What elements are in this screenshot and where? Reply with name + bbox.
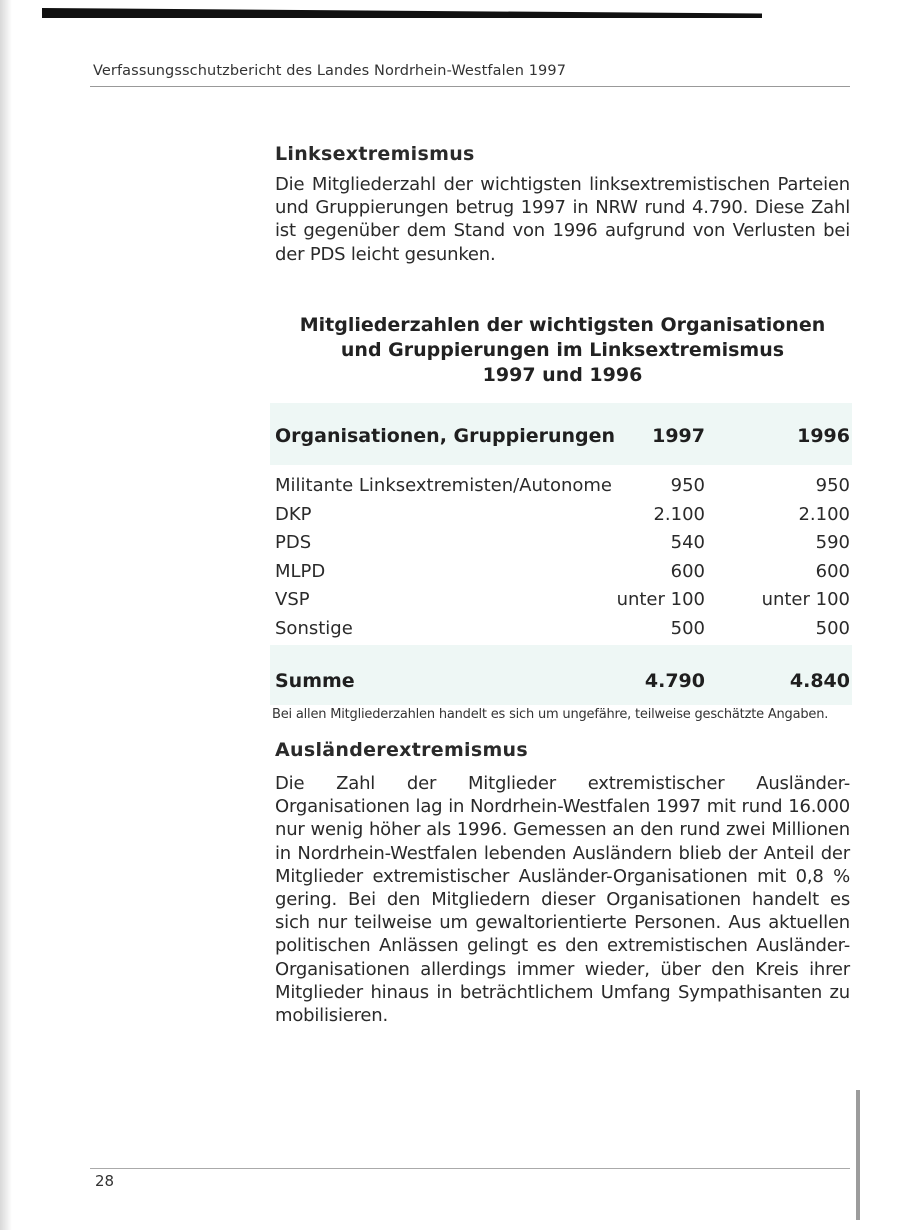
scan-edge-right [856, 1090, 860, 1220]
table-row [275, 589, 850, 618]
column-header-1997: 1997 [652, 425, 705, 447]
table-header-row [275, 425, 850, 449]
row-label: MLPD [275, 560, 326, 582]
column-header-1996: 1996 [797, 425, 850, 447]
column-header-organisations: Organisationen, Gruppierungen [275, 425, 616, 447]
table-row [275, 475, 850, 504]
table-footnote: Bei allen Mitgliederzahlen handelt es sich um ungefähre, teilweise geschätzte Angaben. [272, 707, 829, 722]
row-label: PDS [275, 532, 312, 554]
table-title-line: Mitgliederzahlen der wichtigsten Organisationen [299, 314, 826, 336]
section-paragraph-auslaenderextremismus: Die Zahl der Mitglieder extremistischer Ausländer-Organisationen lag in Nordrhein-Westfalen 1997 mit rund 16.000 nur wenig höher als 1996. Gemessen an den rund zwei Millionen in Nordrhein-Westfalen lebenden Ausländern blieb der Anteil der Mitglieder extremistischer Ausländer-Organisationen mit 0,8 % gering. Bei den Mitgliedern dieser Organisationen handelt es sich nur teilweise um gewaltorientierte Personen. Aus aktuellen politischen Anlässen gelingt es den extremistischen Ausländer-Organisationen allerdings immer wieder, über den Kreis ihrer Mitglieder hinaus in beträchtlichem Umfang Sympathisanten zu mobilisieren. [275, 773, 850, 1027]
scan-edge-left [0, 0, 12, 1230]
row-value-1997: unter 100 [616, 589, 705, 611]
table-row [275, 561, 850, 590]
sum-label: Summe [275, 670, 355, 692]
section-heading-linksextremismus: Linksextremismus [275, 143, 475, 165]
row-label: Sonstige [275, 617, 353, 639]
row-value-1996: 950 [815, 475, 850, 496]
row-label: DKP [275, 503, 312, 525]
row-value-1997: 600 [670, 560, 705, 582]
table-title-line: 1997 und 1996 [482, 364, 643, 386]
row-value-1997: 540 [670, 532, 705, 554]
table-row [275, 532, 850, 561]
running-header: Verfassungsschutzbericht des Landes Nordrhein-Westfalen 1997 [93, 63, 567, 79]
footer-rule [90, 1168, 850, 1169]
row-value-1996: 590 [815, 532, 850, 554]
row-value-1996: 2.100 [798, 503, 850, 525]
row-label: VSP [275, 589, 310, 611]
sum-value-1996: 4.840 [789, 670, 850, 692]
row-value-1996: 600 [815, 560, 850, 582]
header-rule [90, 86, 850, 87]
table-row [275, 618, 850, 647]
table-row [275, 504, 850, 533]
table-title-line: und Gruppierungen im Linksextremismus [340, 339, 785, 361]
row-value-1996: unter 100 [761, 589, 850, 611]
table-sum-row [275, 670, 850, 696]
section-paragraph-linksextremismus: Die Mitgliederzahl der wichtigsten linksextremistischen Parteien und Gruppierungen betrug 1997 in NRW rund 4.790. Diese Zahl ist gegenüber dem Stand von 1996 aufgrund von Verlusten bei der PDS leicht gesunken. [275, 174, 850, 265]
table-title [275, 313, 850, 388]
section-heading-auslaenderextremismus: Ausländerextremismus [275, 739, 528, 761]
row-label: Militante Linksextremisten/Autonome [275, 475, 613, 496]
row-value-1996: 500 [815, 617, 850, 639]
top-scan-bar [42, 8, 762, 18]
row-value-1997: 500 [670, 617, 705, 639]
table-body [275, 475, 850, 647]
row-value-1997: 950 [670, 475, 705, 496]
sum-value-1997: 4.790 [644, 670, 705, 692]
row-value-1997: 2.100 [653, 503, 705, 525]
page-number: 28 [95, 1172, 115, 1190]
